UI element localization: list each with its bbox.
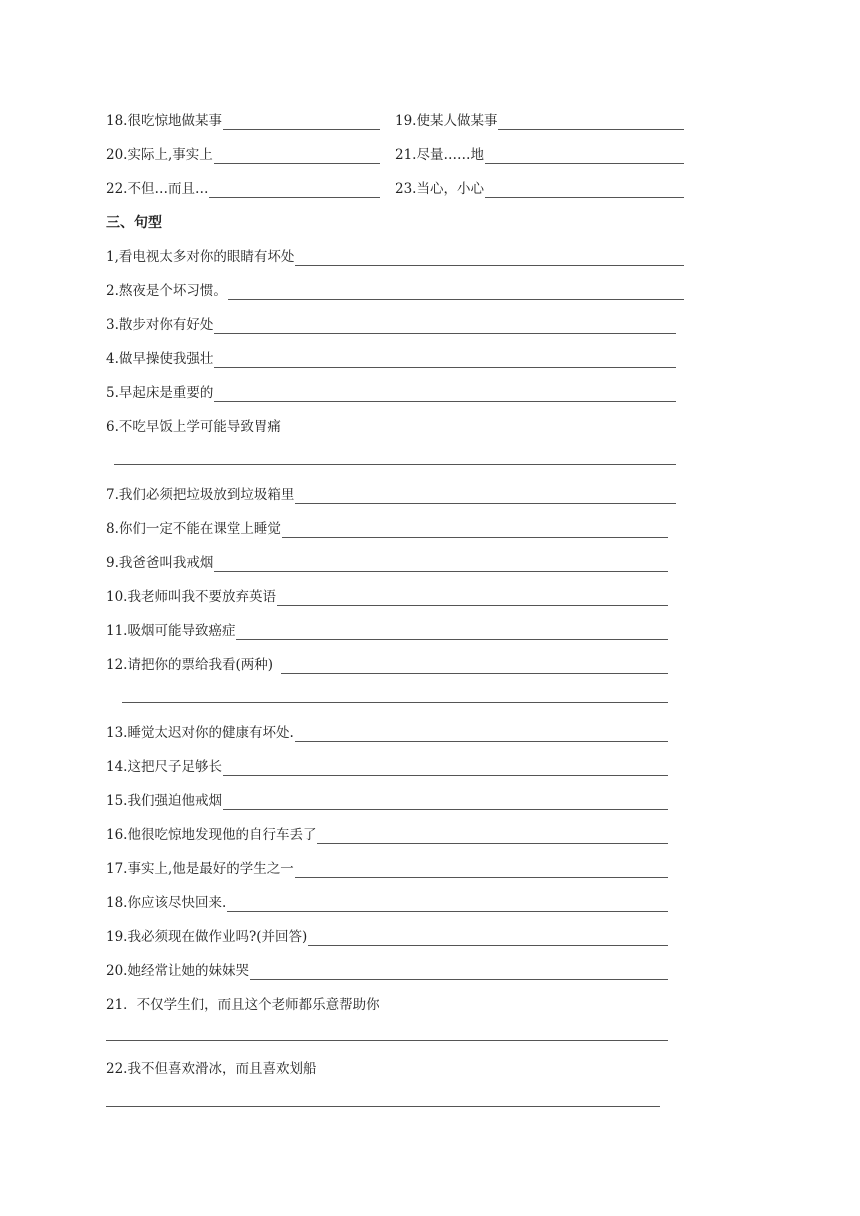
sentence-7 bbox=[106, 486, 676, 504]
answer-blank[interactable] bbox=[223, 795, 668, 810]
phrase-number: 20. bbox=[106, 147, 128, 163]
answer-blank[interactable] bbox=[214, 319, 676, 334]
sentence-16 bbox=[106, 826, 668, 844]
answer-blank[interactable] bbox=[277, 591, 668, 606]
phrase-number: 18. bbox=[106, 113, 128, 129]
sentence-13 bbox=[106, 724, 668, 742]
sentence-3 bbox=[106, 316, 676, 334]
sentence-22 bbox=[106, 1060, 668, 1078]
sentence-text: 22.我不但喜欢滑冰，而且喜欢划船 bbox=[106, 1061, 317, 1077]
sentence-15 bbox=[106, 792, 668, 810]
sentence-4 bbox=[106, 350, 676, 368]
answer-blank[interactable] bbox=[227, 897, 668, 912]
answer-blank[interactable] bbox=[485, 149, 684, 164]
sentence-6 bbox=[106, 418, 676, 436]
sentence-5 bbox=[106, 384, 676, 402]
phrase-number: 19. bbox=[395, 113, 417, 129]
phrase-23 bbox=[395, 180, 684, 198]
sentence-text: 18.你应该尽快回来. bbox=[106, 895, 227, 911]
phrase-21 bbox=[395, 146, 684, 164]
answer-blank[interactable] bbox=[214, 149, 380, 164]
answer-blank[interactable] bbox=[250, 965, 668, 980]
sentence-text: 9.我爸爸叫我戒烟 bbox=[106, 555, 214, 571]
answer-blank[interactable] bbox=[228, 285, 684, 300]
sentence-text: 8.你们一定不能在课堂上睡觉 bbox=[106, 521, 281, 537]
sentence-text: 3.散步对你有好处 bbox=[106, 317, 214, 333]
sentence-14 bbox=[106, 758, 668, 776]
phrase-text: 使某人做某事 bbox=[416, 113, 498, 129]
answer-blank[interactable] bbox=[295, 863, 668, 878]
answer-blank[interactable] bbox=[295, 489, 676, 504]
answer-blank[interactable] bbox=[236, 625, 668, 640]
sentence-12 bbox=[106, 656, 668, 674]
sentence-text: 16.他很吃惊地发现他的自行车丢了 bbox=[106, 827, 317, 843]
sentence-text: 5.早起床是重要的 bbox=[106, 385, 214, 401]
sentence-text: 20.她经常让她的妹妹哭 bbox=[106, 963, 249, 979]
sentence-19 bbox=[106, 928, 668, 946]
sentence-text: 1,看电视太多对你的眼睛有坏处 bbox=[106, 249, 295, 265]
sentence-text: 6.不吃早饭上学可能导致胃痛 bbox=[106, 419, 281, 435]
answer-blank[interactable] bbox=[223, 115, 380, 130]
answer-blank[interactable] bbox=[295, 727, 668, 742]
answer-blank[interactable] bbox=[223, 761, 668, 776]
phrase-22 bbox=[106, 180, 380, 198]
sentence-text: 11.吸烟可能导致癌症 bbox=[106, 623, 236, 639]
phrase-text: 当心，小心 bbox=[416, 181, 484, 197]
answer-blank[interactable] bbox=[122, 701, 668, 703]
sentence-8 bbox=[106, 520, 668, 538]
sentence-10 bbox=[106, 588, 668, 606]
answer-blank[interactable] bbox=[282, 523, 668, 538]
sentence-text: 4.做早操使我强壮 bbox=[106, 351, 214, 367]
phrase-text: 很吃惊地做某事 bbox=[127, 113, 222, 129]
sentence-18 bbox=[106, 894, 668, 912]
sentence-1 bbox=[106, 248, 684, 266]
phrase-text: 实际上,事实上 bbox=[127, 147, 213, 163]
phrase-20 bbox=[106, 146, 380, 164]
answer-blank[interactable] bbox=[308, 931, 668, 946]
sentence-text: 10.我老师叫我不要放弃英语 bbox=[106, 589, 276, 605]
sentence-text: 13.睡觉太迟对你的健康有坏处. bbox=[106, 725, 294, 741]
section-heading: 三、句型 bbox=[106, 215, 162, 231]
sentence-text: 21．不仅学生们，而且这个老师都乐意帮助你 bbox=[106, 997, 380, 1013]
phrase-number: 23. bbox=[395, 181, 417, 197]
sentence-text: 7.我们必须把垃圾放到垃圾箱里 bbox=[106, 487, 295, 503]
answer-blank[interactable] bbox=[317, 829, 668, 844]
answer-blank[interactable] bbox=[114, 463, 676, 465]
answer-blank[interactable] bbox=[106, 1039, 668, 1041]
sentence-text: 12.请把你的票给我看(两种) bbox=[106, 657, 274, 673]
answer-blank[interactable] bbox=[214, 353, 676, 368]
phrase-text: 不但…而且… bbox=[127, 181, 209, 197]
phrase-number: 21. bbox=[395, 147, 417, 163]
sentence-21 bbox=[106, 996, 668, 1014]
answer-blank[interactable] bbox=[498, 115, 684, 130]
sentence-20 bbox=[106, 962, 668, 980]
sentence-text: 19.我必须现在做作业吗?(并回答) bbox=[106, 929, 308, 945]
phrase-19 bbox=[395, 112, 684, 130]
answer-blank[interactable] bbox=[214, 387, 676, 402]
phrase-text: 尽量……地 bbox=[416, 147, 484, 163]
sentence-17 bbox=[106, 860, 668, 878]
answer-blank[interactable] bbox=[209, 183, 380, 198]
answer-blank[interactable] bbox=[106, 1105, 660, 1107]
phrase-number: 22. bbox=[106, 181, 128, 197]
sentence-2 bbox=[106, 282, 684, 300]
answer-blank[interactable] bbox=[295, 251, 684, 266]
sentence-11 bbox=[106, 622, 668, 640]
answer-blank[interactable] bbox=[281, 659, 668, 674]
sentence-text: 2.熬夜是个坏习惯。 bbox=[106, 283, 227, 299]
sentence-text: 14.这把尺子足够长 bbox=[106, 759, 222, 775]
answer-blank[interactable] bbox=[214, 557, 668, 572]
sentence-9 bbox=[106, 554, 668, 572]
phrase-18 bbox=[106, 112, 380, 130]
sentence-text: 17.事实上,他是最好的学生之一 bbox=[106, 861, 294, 877]
answer-blank[interactable] bbox=[485, 183, 684, 198]
sentence-text: 15.我们强迫他戒烟 bbox=[106, 793, 222, 809]
